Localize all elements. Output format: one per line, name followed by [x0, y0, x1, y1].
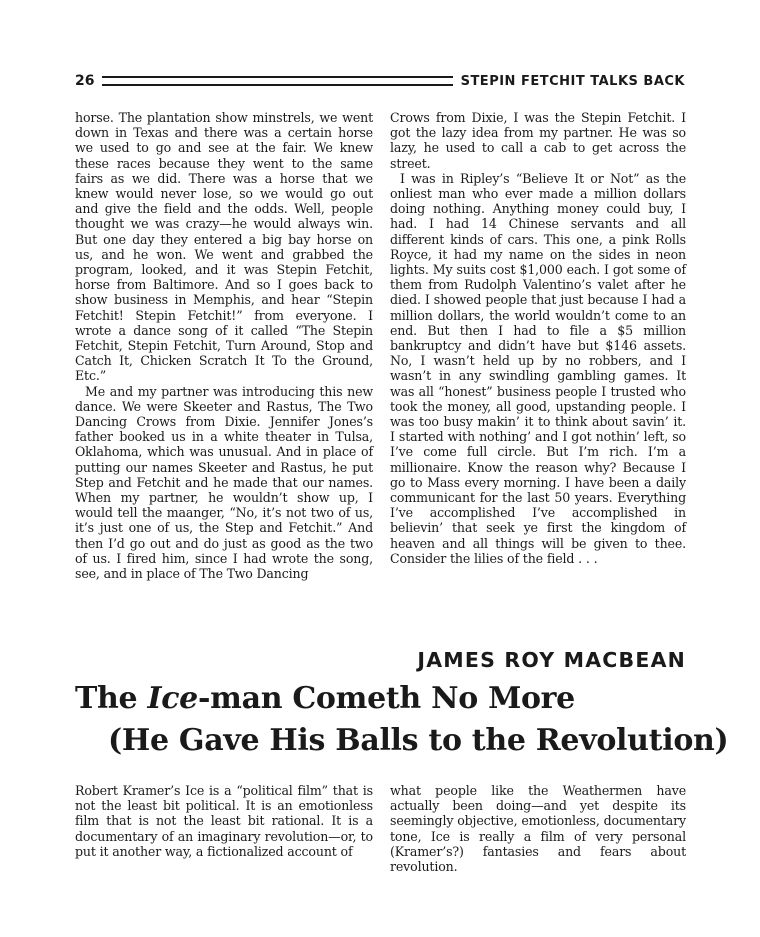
paragraph: what people like the Weathermen have actually been doing—and yet despite its seemingly objective, emotionless, documentary tone, Ice is really a film of very personal (Kramer’s?) fantasies and fears about revolution.: [390, 783, 686, 875]
title-line-2: (He Gave His Balls to the Revolution): [108, 723, 729, 758]
paragraph: Robert Kramer’s Ice is a “political film” that is not the least bit political. It is an emotionless film that is not the least bit rational. It is a documentary of an imaginary revolution—or, to put it another way, a fictionalized account of: [75, 783, 373, 859]
article-column-left: [75, 783, 373, 859]
paragraph: horse. The plantation show minstrels, we went down in Texas and there was a certain horse we used to go and see at the fair. We knew these races because they went to the same fairs as we did. There was a horse that we knew would never lose, so we would go out and give the field and the odds. Well, people thought we was crazy—he would always win. But one day they entered a big bay horse on us, and he won. We went and grabbed the program, looked, and it was Stepin Fetchit, horse from Baltimore. And so I goes back to show business in Memphis, and hear “Stepin Fetchit! Stepin Fetchit!” from everyone. I wrote a dance song of it called “The Stepin Fetchit, Stepin Fetchit, Turn Around, Stop and Catch It, Chicken Scratch It To the Ground, Etc.”: [75, 110, 373, 384]
paragraph: Me and my partner was introducing this new dance. We were Skeeter and Rastus, The Two Dancing Crows from Dixie. Jennifer Jones’s father booked us in a white theater in Tulsa, Oklahoma, which was unusual. And in place of putting our names Skeeter and Rastus, he put Step and Fetchit and he made that our names. When my partner, he wouldn’t show up, I would tell the maanger, “No, it’s not two of us, it’s just one of us, the Step and Fetchit.” And then I’d go out and do just as good as the two of us. I fired him, since I had wrote the song, see, and in place of The Two Dancing: [75, 383, 373, 582]
title-line-1: The Ice-man Cometh No More: [75, 681, 575, 716]
page-number: 26: [75, 73, 95, 89]
paragraph: I was in Ripley’s “Believe It or Not” as the onliest man who ever made a million dollars doing nothing. Anything money could buy, I had. I had 14 Chinese servants and all different kinds of cars. This one, a pink Rolls Royce, it had my name on the sides in neon lights. My suits cost $1,000 each. I got some of them from Rudolph Valentino’s valet after he died. I showed people that just because I had a million dollars, the world wouldn’t come to an end. But then I had to file a $5 million bankruptcy and didn’t have but $146 assets. No, I wasn’t held up by no robbers, and I wasn’t in any swindling gambling games. It was all “honest” business people I trusted who took the money, all good, upstanding people. I was too busy makin’ it to think about savin’ it. I started with nothing’ and I got nothin’ left, so I’ve come full circle. But I’m rich. I’m a millionaire. Know the reason why? Because I go to Mass every morning. I have been a daily communicant for the last 50 years. Everything I’ve accomplished I’ve accomplished in believin’ that seek ye first the kingdom of heaven and all things will be given to thee. Consider the lilies of the field . . .: [390, 170, 686, 566]
interview-column-left: [75, 110, 373, 581]
interview-column-right: [390, 110, 686, 566]
running-header: [75, 72, 685, 90]
header-rule: [102, 76, 452, 86]
article-column-right: [390, 783, 686, 874]
running-title: STEPIN FETCHIT TALKS BACK: [460, 73, 685, 89]
article-author: JAMES ROY MACBEAN: [417, 648, 686, 672]
article-title: [75, 678, 729, 762]
paragraph: Crows from Dixie, I was the Stepin Fetchit. I got the lazy idea from my partner. He was so lazy, he used to call a cab to get across the street.: [390, 110, 686, 171]
